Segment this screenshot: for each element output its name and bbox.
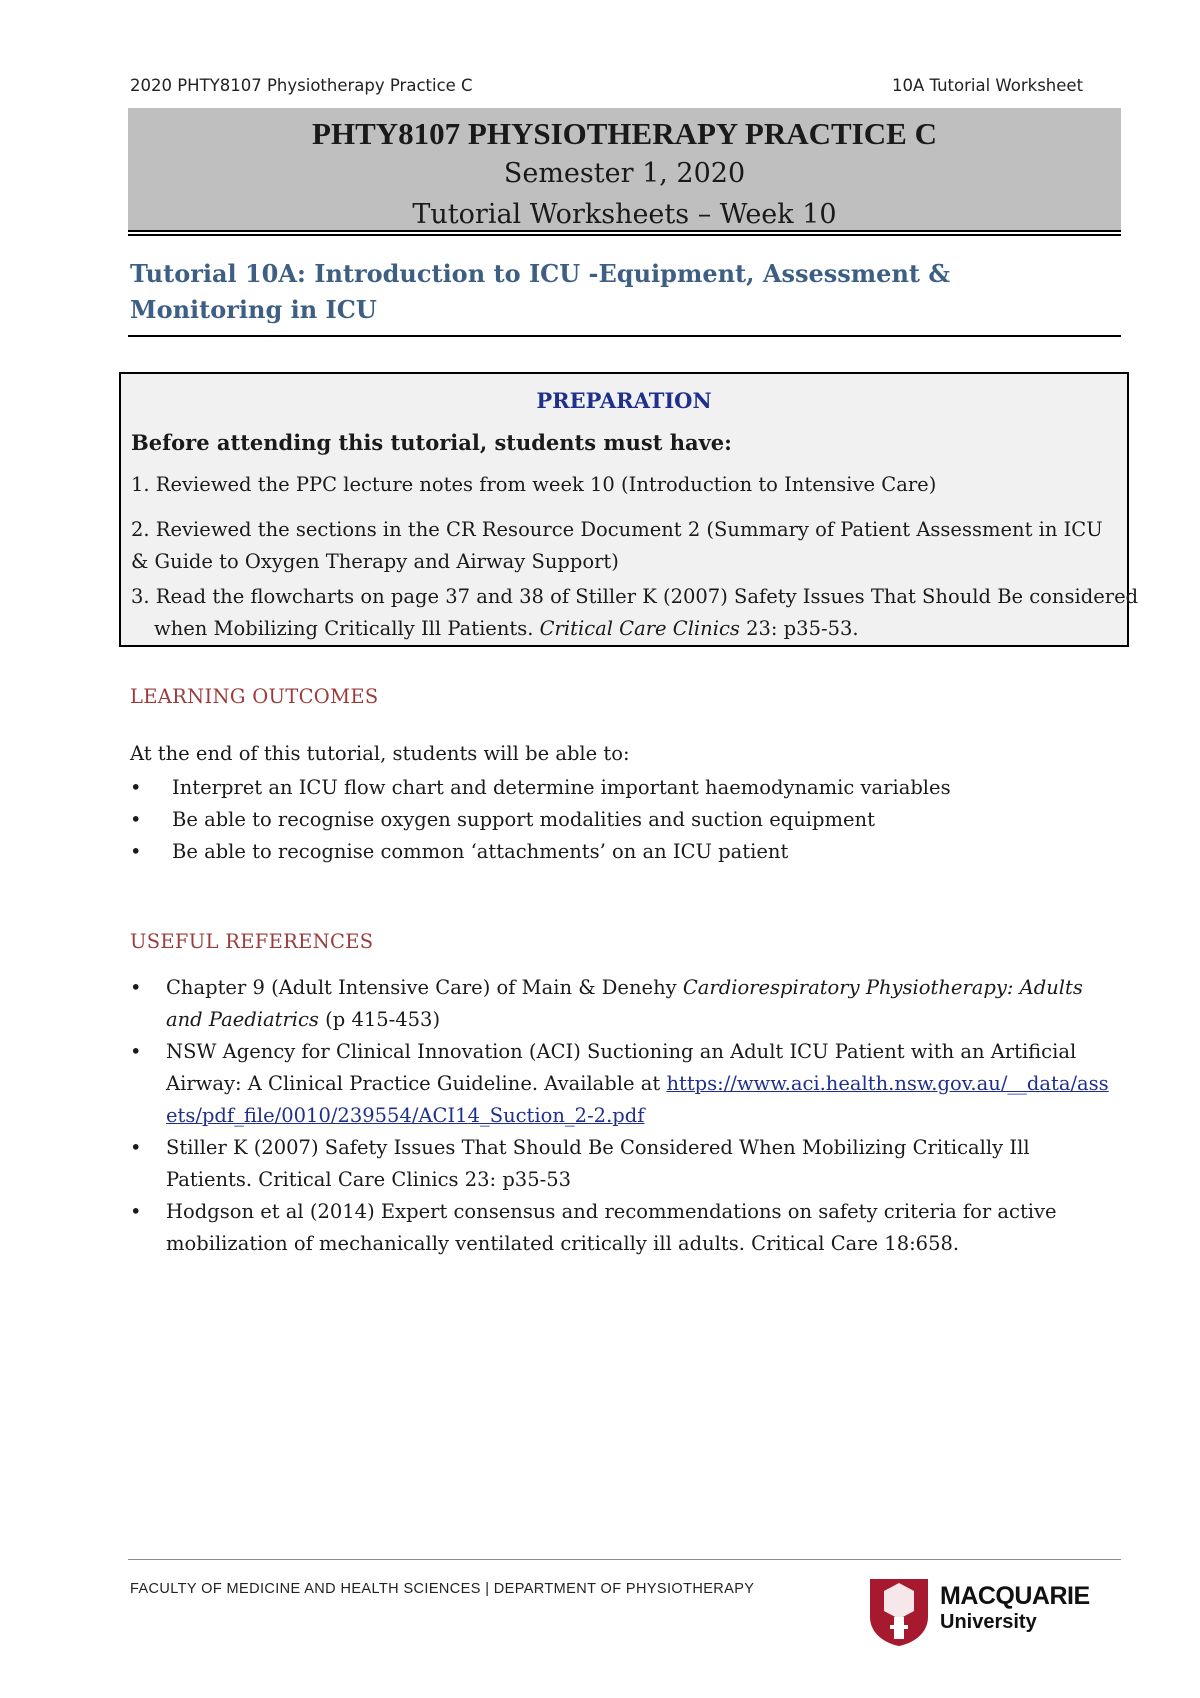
footer-department: FACULTY OF MEDICINE AND HEALTH SCIENCES | DEPARTMENT OF PHYSIOTHERAPY: [130, 1581, 755, 1597]
running-header-right: 10A Tutorial Worksheet: [892, 76, 1084, 95]
references-list: [130, 972, 1115, 1260]
learning-outcomes-intro: At the end of this tutorial, students will be able to:: [130, 742, 630, 765]
preparation-item-2: 2. Reviewed the sections in the CR Resource Document 2 (Summary of Patient Assessment in ICU & Guide to Oxygen Therapy and Airway Support): [131, 518, 1103, 573]
macquarie-crest-icon: [868, 1577, 930, 1647]
preparation-box: [119, 372, 1139, 647]
list-item: • NSW Agency for Clinical Innovation (ACI) Suctioning an Adult ICU Patient with an Artificial Airway: A Clinical Practice Guideline. Available at https://www.aci.health.nsw.gov.au/__data/assets/pdf_file/0010/239554/ACI14_Suction_2-2.pdf: [130, 1040, 1109, 1127]
list-item: • Chapter 9 (Adult Intensive Care) of Main & Denehy Cardiorespiratory Physiotherapy: Adults and Paediatrics (p 415-453): [130, 976, 1083, 1031]
logo-wordmark: MACQUARIE: [940, 1582, 1090, 1610]
footer-divider: [128, 1559, 1121, 1560]
worksheet-week-label: Tutorial Worksheets – Week 10: [412, 199, 837, 230]
learning-outcomes-heading: LEARNING OUTCOMES: [130, 685, 379, 708]
title-divider: [128, 234, 1121, 236]
list-item: • Hodgson et al (2014) Expert consensus and recommendations on safety criteria for active mobilization of mechanically ventilated critically ill adults. Critical Care 18:658.: [130, 1200, 1057, 1255]
tutorial-title-divider: [128, 335, 1121, 337]
tutorial-title: Tutorial 10A: Introduction to ICU -Equipment, Assessment & Monitoring in ICU: [130, 259, 951, 324]
preparation-item-3-text: 3. Read the flowcharts on page 37 and 38 of Stiller K (2007) Safety Issues That Should Be considered when Mobilizing Critically Ill Patients.: [131, 585, 1139, 640]
course-title: PHTY8107 PHYSIOTHERAPY PRACTICE C: [312, 116, 937, 151]
list-item: • Interpret an ICU flow chart and determine important haemodynamic variables: [130, 776, 951, 799]
aci-guideline-link[interactable]: https://www.aci.health.nsw.gov.au/__data/assets/pdf_file/0010/239554/ACI14_Suction_2-2.pdf: [166, 1072, 1109, 1127]
semester-label: Semester 1, 2020: [503, 158, 746, 189]
preparation-item-3-pages: 23: p35-53.: [739, 617, 859, 640]
list-item: • Stiller K (2007) Safety Issues That Should Be Considered When Mobilizing Critically Ill Patients. Critical Care Clinics 23: p35-53: [130, 1136, 1030, 1191]
preparation-heading: PREPARATION: [536, 388, 712, 413]
list-item: • Be able to recognise common ‘attachments’ on an ICU patient: [130, 840, 789, 863]
logo-subtitle: University: [940, 1611, 1037, 1633]
title-block: [128, 108, 1121, 232]
running-header-left: 2020 PHTY8107 Physiotherapy Practice C: [130, 76, 473, 95]
list-item: • Be able to recognise oxygen support modalities and suction equipment: [130, 808, 875, 831]
preparation-intro: Before attending this tutorial, students must have:: [131, 430, 732, 455]
learning-outcomes-list: [130, 772, 1090, 868]
useful-references-heading: USEFUL REFERENCES: [130, 930, 374, 953]
preparation-item-3-journal: Critical Care Clinics: [539, 617, 740, 640]
preparation-item-3: [131, 581, 1144, 645]
preparation-item-1: 1. Reviewed the PPC lecture notes from week 10 (Introduction to Intensive Care): [131, 473, 937, 496]
